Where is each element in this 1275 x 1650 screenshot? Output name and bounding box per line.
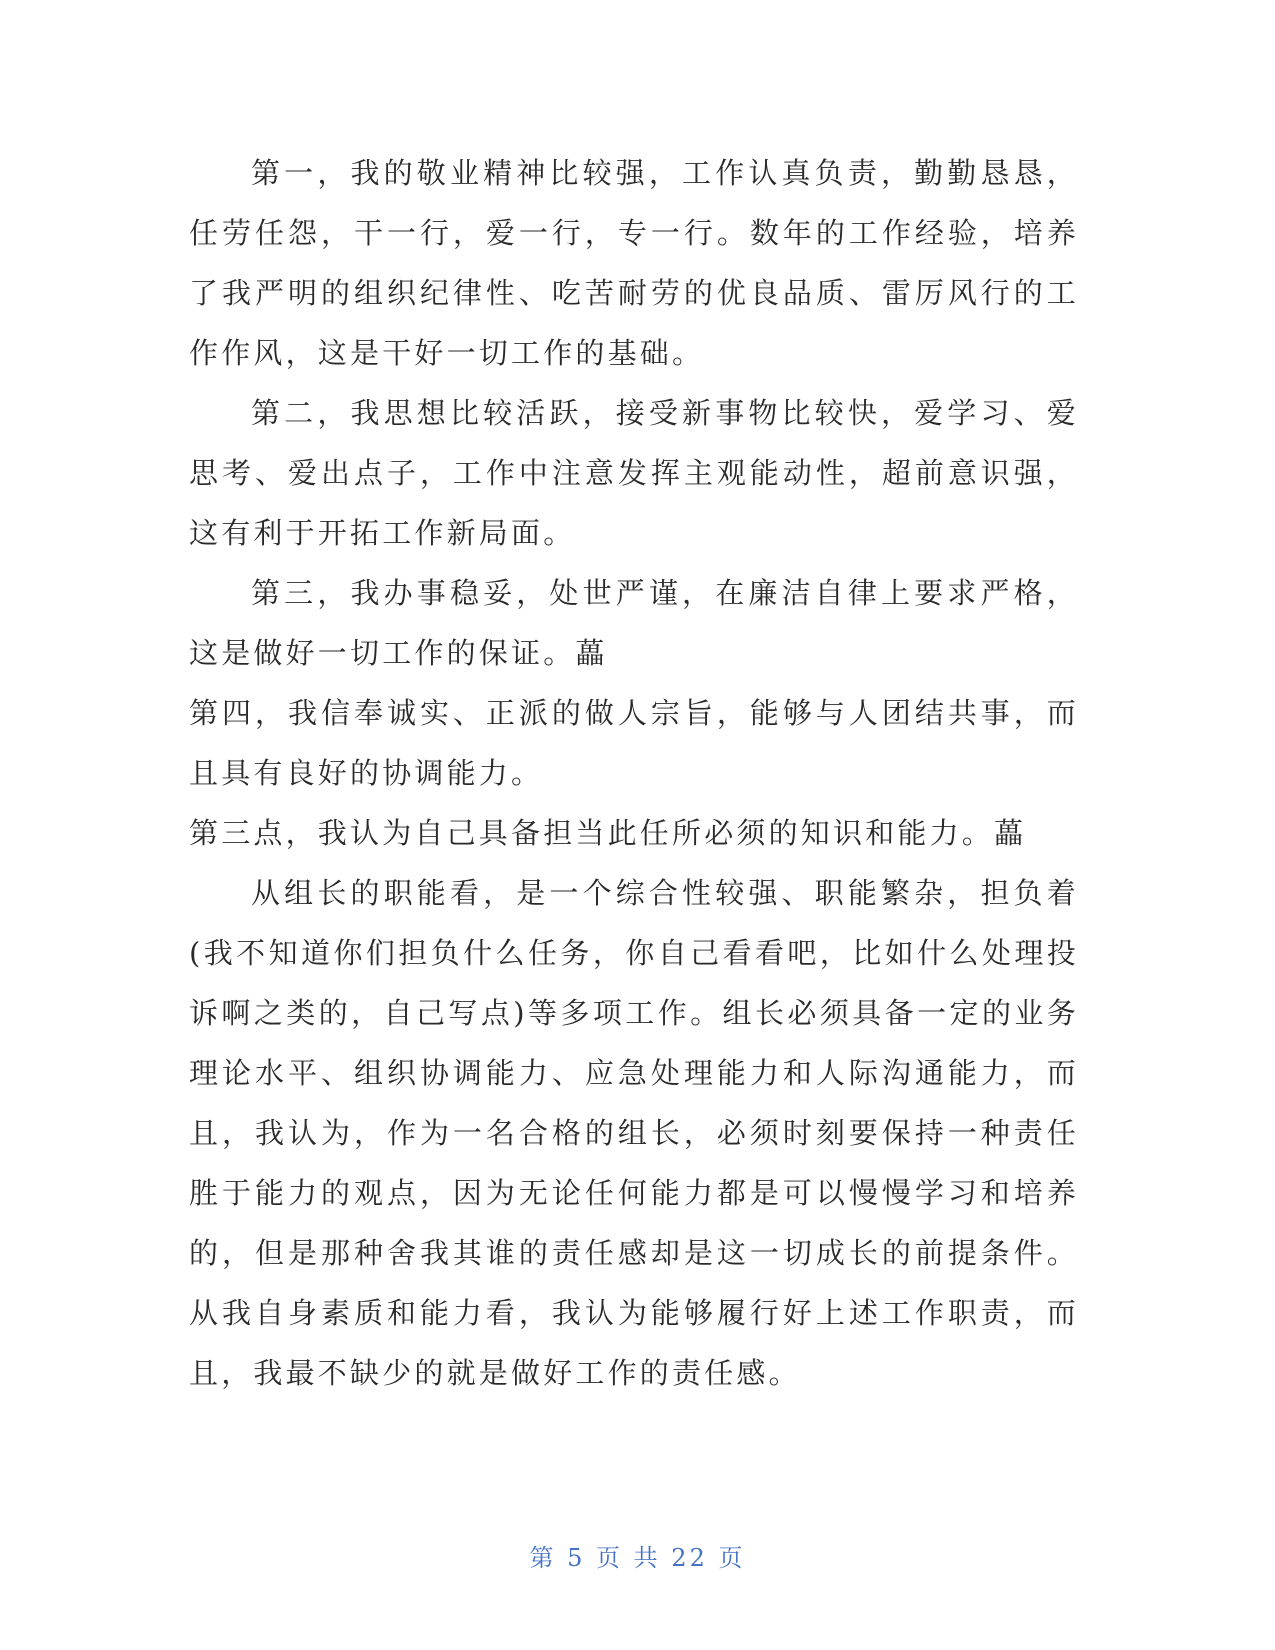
paragraph-5: 第三点，我认为自己具备担当此任所必须的知识和能力。藟	[189, 816, 1027, 850]
document-body	[189, 143, 1079, 1403]
paragraph-1: 第一，我的敬业精神比较强，工作认真负责，勤勤恳恳，任劳任怨，干一行，爱一行，专一行。数年的工作经验，培养了我严明的组织纪律性、吃苦耐劳的优良品质、雷厉风行的工作作风，这是干好一切工作的基础。	[189, 156, 1079, 370]
paragraph-3: 第三，我办事稳妥，处世严谨，在廉洁自律上要求严格，这是做好一切工作的保证。藟	[189, 576, 1079, 670]
page-number-footer: 第 5 页 共 22 页	[529, 1544, 746, 1572]
paragraph-2: 第二，我思想比较活跃，接受新事物比较快，爱学习、爱思考、爱出点子，工作中注意发挥主观能动性，超前意识强，这有利于开拓工作新局面。	[189, 396, 1079, 550]
paragraph-6: 从组长的职能看，是一个综合性较强、职能繁杂，担负着(我不知道你们担负什么任务，你自己看看吧，比如什么处理投诉啊之类的，自己写点)等多项工作。组长必须具备一定的业务理论水平、组织协调能力、应急处理能力和人际沟通能力，而且，我认为，作为一名合格的组长，必须时刻要保持一种责任胜于能力的观点，因为无论任何能力都是可以慢慢学习和培养的，但是那种舍我其谁的责任感却是这一切成长的前提条件。从我自身素质和能力看，我认为能够履行好上述工作职责，而且，我最不缺少的就是做好工作的责任感。	[189, 876, 1079, 1390]
paragraph-4: 第四，我信奉诚实、正派的做人宗旨，能够与人团结共事，而且具有良好的协调能力。	[189, 696, 1079, 790]
